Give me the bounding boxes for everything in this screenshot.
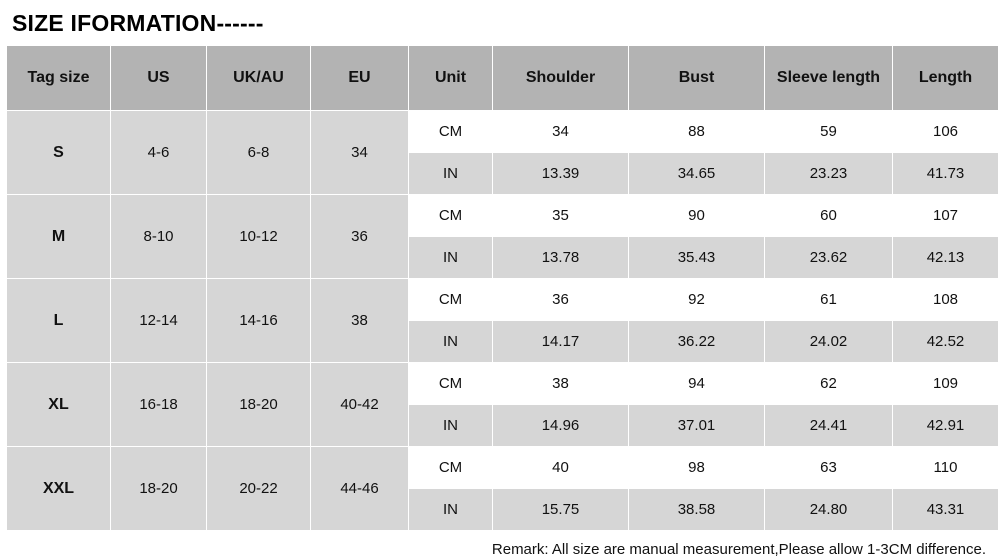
cell-unit-cm: CM [409, 279, 493, 321]
cell-length-in: 43.31 [893, 489, 999, 531]
header-tag-size: Tag size [7, 46, 111, 111]
cell-us: 12-14 [111, 279, 207, 363]
cell-sleeve-cm: 62 [765, 363, 893, 405]
cell-shoulder-in: 13.39 [493, 153, 629, 195]
cell-us: 8-10 [111, 195, 207, 279]
header-unit: Unit [409, 46, 493, 111]
cell-sleeve-cm: 60 [765, 195, 893, 237]
cell-bust-in: 38.58 [629, 489, 765, 531]
cell-bust-in: 36.22 [629, 321, 765, 363]
cell-sleeve-in: 23.23 [765, 153, 893, 195]
header-us: US [111, 46, 207, 111]
cell-tag-size: M [7, 195, 111, 279]
header-eu: EU [311, 46, 409, 111]
cell-shoulder-cm: 35 [493, 195, 629, 237]
header-length: Length [893, 46, 999, 111]
cell-uk-au: 6-8 [207, 111, 311, 195]
cell-unit-cm: CM [409, 363, 493, 405]
cell-uk-au: 20-22 [207, 447, 311, 531]
cell-bust-cm: 92 [629, 279, 765, 321]
cell-eu: 44-46 [311, 447, 409, 531]
cell-shoulder-cm: 38 [493, 363, 629, 405]
header-shoulder: Shoulder [493, 46, 629, 111]
cell-unit-in: IN [409, 237, 493, 279]
cell-shoulder-cm: 40 [493, 447, 629, 489]
table-header-row [7, 46, 999, 111]
cell-shoulder-in: 14.17 [493, 321, 629, 363]
cell-unit-cm: CM [409, 195, 493, 237]
cell-bust-in: 37.01 [629, 405, 765, 447]
cell-unit-in: IN [409, 489, 493, 531]
cell-us: 4-6 [111, 111, 207, 195]
cell-length-cm: 110 [893, 447, 999, 489]
header-uk-au: UK/AU [207, 46, 311, 111]
cell-sleeve-in: 24.02 [765, 321, 893, 363]
cell-length-in: 41.73 [893, 153, 999, 195]
cell-uk-au: 18-20 [207, 363, 311, 447]
table-row [7, 195, 999, 237]
cell-tag-size: S [7, 111, 111, 195]
cell-tag-size: XL [7, 363, 111, 447]
cell-shoulder-cm: 36 [493, 279, 629, 321]
cell-length-in: 42.91 [893, 405, 999, 447]
cell-sleeve-cm: 63 [765, 447, 893, 489]
cell-length-in: 42.13 [893, 237, 999, 279]
cell-us: 16-18 [111, 363, 207, 447]
cell-unit-in: IN [409, 321, 493, 363]
cell-length-cm: 106 [893, 111, 999, 153]
cell-bust-cm: 88 [629, 111, 765, 153]
cell-length-cm: 107 [893, 195, 999, 237]
cell-eu: 38 [311, 279, 409, 363]
cell-sleeve-cm: 61 [765, 279, 893, 321]
table-row [7, 279, 999, 321]
table-row [7, 111, 999, 153]
cell-unit-in: IN [409, 153, 493, 195]
cell-uk-au: 14-16 [207, 279, 311, 363]
cell-bust-cm: 90 [629, 195, 765, 237]
cell-sleeve-in: 23.62 [765, 237, 893, 279]
page-title: SIZE IFORMATION------ [12, 10, 264, 36]
cell-uk-au: 10-12 [207, 195, 311, 279]
cell-sleeve-cm: 59 [765, 111, 893, 153]
header-sleeve-length: Sleeve length [765, 46, 893, 111]
cell-bust-cm: 94 [629, 363, 765, 405]
cell-sleeve-in: 24.80 [765, 489, 893, 531]
remark-text: Remark: All size are manual measurement,Please allow 1-3CM difference. [491, 541, 986, 558]
cell-sleeve-in: 24.41 [765, 405, 893, 447]
cell-bust-in: 34.65 [629, 153, 765, 195]
header-bust: Bust [629, 46, 765, 111]
cell-unit-in: IN [409, 405, 493, 447]
table-row [7, 363, 999, 405]
cell-bust-cm: 98 [629, 447, 765, 489]
cell-length-cm: 108 [893, 279, 999, 321]
cell-length-in: 42.52 [893, 321, 999, 363]
cell-shoulder-in: 15.75 [493, 489, 629, 531]
table-row [7, 447, 999, 489]
cell-eu: 40-42 [311, 363, 409, 447]
cell-bust-in: 35.43 [629, 237, 765, 279]
cell-unit-cm: CM [409, 111, 493, 153]
cell-shoulder-cm: 34 [493, 111, 629, 153]
cell-length-cm: 109 [893, 363, 999, 405]
cell-shoulder-in: 14.96 [493, 405, 629, 447]
cell-us: 18-20 [111, 447, 207, 531]
cell-tag-size: XXL [7, 447, 111, 531]
cell-eu: 34 [311, 111, 409, 195]
cell-shoulder-in: 13.78 [493, 237, 629, 279]
cell-unit-cm: CM [409, 447, 493, 489]
size-chart-table [6, 45, 999, 531]
cell-tag-size: L [7, 279, 111, 363]
cell-eu: 36 [311, 195, 409, 279]
